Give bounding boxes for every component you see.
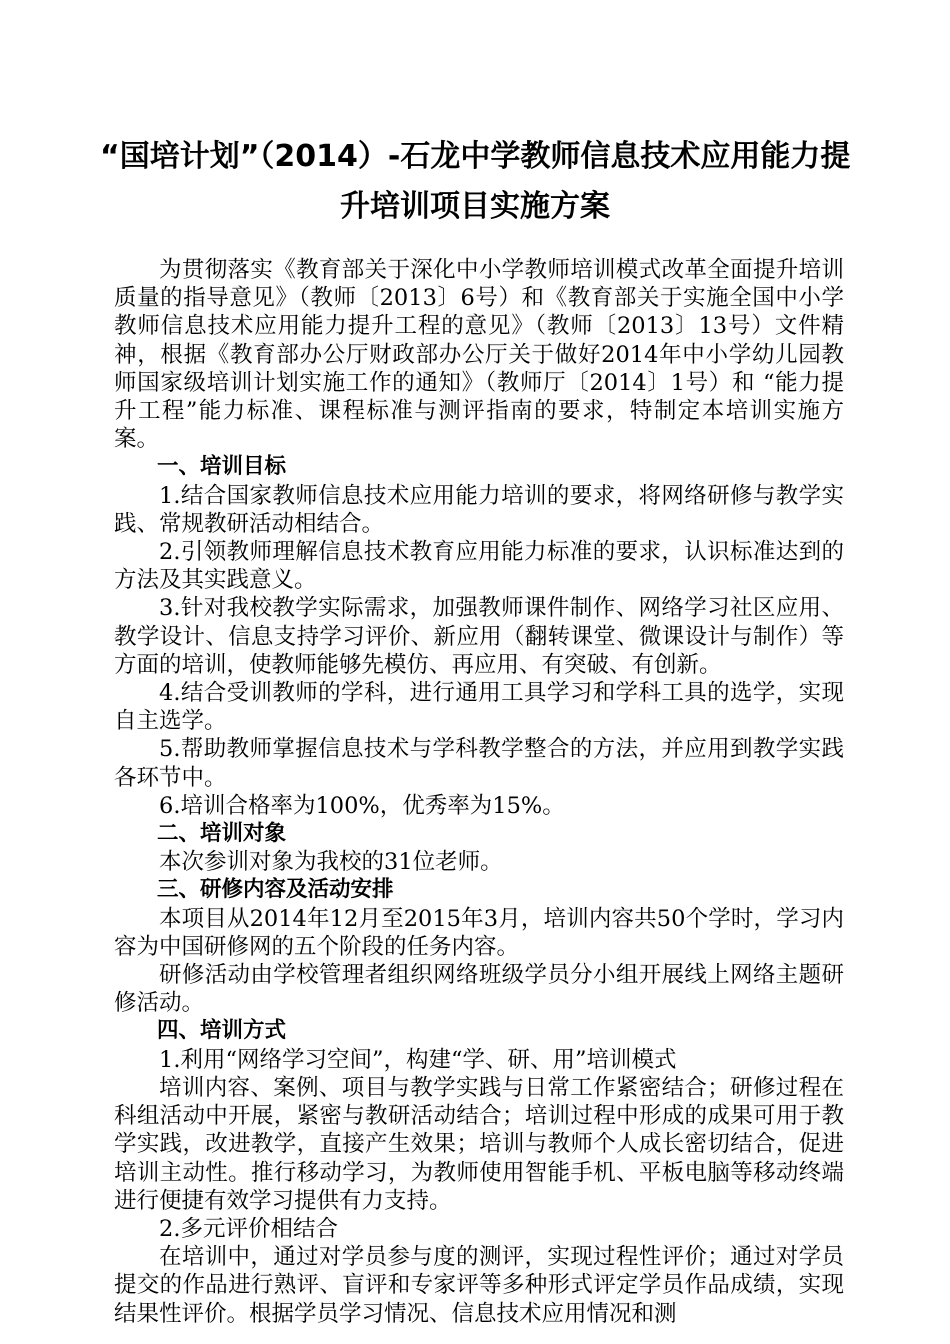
paragraph: 3.针对我校教学实际需求，加强教师课件制作、网络学习社区应用、教学设计、信息支持学习评价、新应用（翻转课堂、微课设计与制作）等方面的培训，使教师能够先模仿、再应用、有突破、有创新。	[114, 595, 844, 678]
section-heading: 三、研修内容及活动安排	[157, 877, 394, 903]
section-heading: 四、培训方式	[157, 1018, 287, 1044]
paragraph: 6.培训合格率为100%，优秀率为15%。	[159, 792, 565, 819]
paragraph: 1.利用“网络学习空间”，构建“学、研、用”培训模式	[159, 1046, 677, 1073]
paragraph: 2.多元评价相结合	[159, 1215, 338, 1242]
section-heading: 二、培训对象	[157, 821, 287, 847]
paragraph: 5.帮助教师掌握信息技术与学科教学整合的方法，并应用到教学实践各环节中。	[114, 736, 844, 791]
paragraph: 本项目从2014年12月至2015年3月，培训内容共50个学时，学习内容为中国研修网的五个阶段的任务内容。	[114, 905, 844, 960]
section-heading: 一、培训目标	[157, 454, 287, 480]
paragraph: 本次参训对象为我校的31位老师。	[159, 849, 503, 876]
paragraph: 研修活动由学校管理者组织网络班级学员分小组开展线上网络主题研修活动。	[114, 962, 844, 1017]
paragraph: 培训内容、案例、项目与教学实践与日常工作紧密结合；研修过程在科组活动中开展，紧密与教研活动结合；培训过程中形成的成果可用于教学实践，改进教学，直接产生效果；培训与教师个人成长密切结合，促进培训主动性。推行移动学习，为教师使用智能手机、平板电脑等移动终端进行便捷有效学习提供有力支持。	[114, 1074, 844, 1214]
document-body	[114, 256, 844, 1328]
paragraph: 为贯彻落实《教育部关于深化中小学教师培训模式改革全面提升培训质量的指导意见》（教师〔2013〕6号）和《教育部关于实施全国中小学教师信息技术应用能力提升工程的意见》（教师〔2013〕13号）文件精神，根据《教育部办公厅财政部办公厅关于做好2014年中小学幼儿园教师国家级培训计划实施工作的通知》（教师厅〔2014〕1号）和 “能力提升工程”能力标准、课程标准与测评指南的要求，特制定本培训实施方案。	[114, 257, 844, 453]
paragraph: 2.引领教师理解信息技术教育应用能力标准的要求，认识标准达到的方法及其实践意义。	[114, 539, 844, 594]
paragraph: 1.结合国家教师信息技术应用能力培训的要求，将网络研修与教学实践、常规教研活动相结合。	[114, 482, 844, 537]
document-title-line-2: 升培训项目实施方案	[340, 189, 610, 224]
document-title-line-1: “国培计划”（2014）-石龙中学教师信息技术应用能力提	[100, 139, 851, 174]
paragraph: 4.结合受训教师的学科，进行通用工具学习和学科工具的选学，实现自主选学。	[114, 680, 844, 735]
paragraph: 在培训中，通过对学员参与度的测评，实现过程性评价；通过对学员提交的作品进行熟评、盲评和专家评等多种形式评定学员作品成绩，实现结果性评价。根据学员学习情况、信息技术应用情况和测	[114, 1244, 844, 1327]
